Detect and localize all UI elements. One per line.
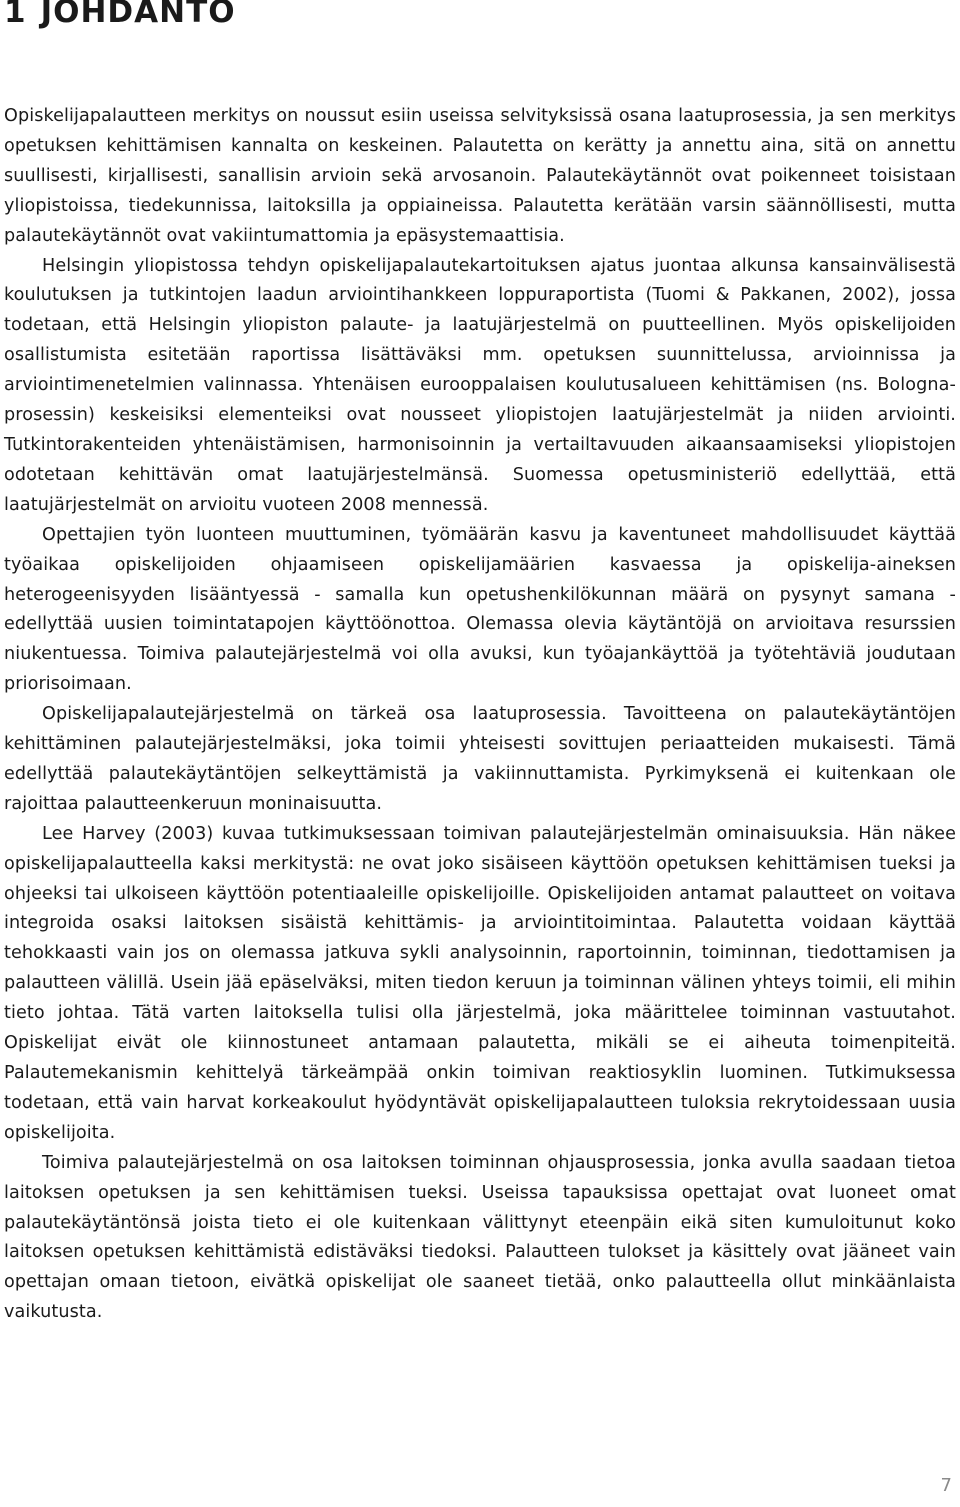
- paragraph-6: Toimiva palautejärjestelmä on osa laitoksen toiminnan ohjausprosessia, jonka avulla saadaan tietoa laitoksen opetuksen ja sen kehittämisen tueksi. Useissa tapauksissa opettajat ovat luoneet omat palautekäytäntönsä joista tieto ei ole kuitenkaan välittynyt eteenpäin eikä siten kumuloitunut koko laitoksen opetuksen kehittämistä edistäväksi tiedoksi. Palautteen tulokset ja käsittely ovat jääneet vain opettajan omaan tietoon, eivätkä opiskelijat ole saaneet tietää, onko palautteella ollut minkäänlaista vaikutusta.: [4, 1152, 956, 1323]
- document-page: [4, 0, 956, 1507]
- body-text: [4, 102, 956, 1328]
- paragraph-5: Lee Harvey (2003) kuvaa tutkimuksessaan toimivan palautejärjestelmän ominaisuuksia. Hän näkee opiskelijapalautteella kaksi merkitystä: ne ovat joko sisäiseen käyttöön opetuksen kehittämisen tueksi ja ohjeeksi tai ulkoiseen käyttöön potentiaaleille opiskelijoille. Opiskelijoiden antamat palautteet on voitava integroida osaksi laitoksen sisäistä kehittämis- ja arviointitoimintaa. Palautetta voidaan käyttää tehokkaasti vain jos on olemassa jatkuva sykli analysoinnin, raportoinnin, toiminnan, tiedottamisen ja palautteen välillä. Usein jää epäselväksi, miten tiedon keruun ja toiminnan välinen yhteys toimii, eli mihin tieto johtaa. Tätä varten laitoksella tulisi olla järjestelmä, joka määrittelee toiminnan vastuutahot. Opiskelijat eivät ole kiinnostuneet antamaan palautetta, mikäli se ei aiheuta toimenpiteitä. Palautemekanismin kehittelyä tärkeämpää onkin toimivan reaktiosyklin luominen. Tutkimuksessa todetaan, että vain harvat korkeakoulut hyödyntävät opiskelijapalautteen tuloksia rekrytoidessaan uusia opiskelijoita.: [4, 823, 956, 1143]
- page-number: 7: [940, 1475, 952, 1496]
- paragraph-1: Opiskelijapalautteen merkitys on noussut esiin useissa selvityksissä osana laatuprosessia, ja sen merkitys opetuksen kehittämisen kannalta on keskeinen. Palautetta on kerätty ja annettu aina, sitä on annettu suullisesti, kirjallisesti, sanallisin arvioin sekä arvosanoin. Palautekäytännöt ovat poikenneet toisistaan yliopistoissa, tiedekunnissa, laitoksilla ja oppiaineissa. Palautetta kerätään varsin säännöllisesti, mutta palautekäytännöt ovat vakiintumattomia ja epäsystemaattisia.: [4, 106, 956, 246]
- chapter-heading: [4, 0, 236, 30]
- paragraph-4: Opiskelijapalautejärjestelmä on tärkeä osa laatuprosessia. Tavoitteena on palautekäytäntöjen kehittäminen palautejärjestelmäksi, joka toimii yhteisesti sovittujen periaatteiden mukaisesti. Tämä edellyttää palautekäytäntöjen selkeyttämistä ja vakiinnuttamista. Pyrkimyksenä ei kuitenkaan ole rajoittaa palautteenkeruun moninaisuutta.: [4, 704, 956, 814]
- paragraph-2: Helsingin yliopistossa tehdyn opiskelijapalautekartoituksen ajatus juontaa alkunsa kansainvälisestä koulutuksen ja tutkintojen laadun arviointihankkeen loppuraportista (Tuomi & Pakkanen, 2002), jossa todetaan, että Helsingin yliopiston palaute- ja laatujärjestelmä on puutteellinen. Myös opiskelijoiden osallistumista esitetään raportissa lisättäväksi mm. opetuksen suunnittelussa, arvioinnissa ja arviointimenetelmien valinnassa. Yhtenäisen eurooppalaisen koulutusalueen kehittämisen (ns. Bologna-prosessin) keskeisiksi elementeiksi ovat nousseet yliopistojen laatujärjestelmät ja niiden arviointi. Tutkintorakenteiden yhtenäistämisen, harmonisoinnin ja vertailtavuuden aikaansaamiseksi yliopistojen odotetaan kehittävän omat laatujärjestelmänsä. Suomessa opetusministeriö edellyttää, että laatujärjestelmät on arvioitu vuoteen 2008 mennessä.: [4, 255, 956, 515]
- paragraph-3: Opettajien työn luonteen muuttuminen, työmäärän kasvu ja kaventuneet mahdollisuudet käyttää työaikaa opiskelijoiden ohjaamiseen opiskelijamäärien kasvaessa ja opiskelija-aineksen heterogeenisyyden lisääntyessä - samalla kun opetushenkilökunnan määrä on pysynyt samana - edellyttää uusien toimintatapojen käyttöönottoa. Olemassa olevia käytäntöjä on arvioitava resurssien niukentuessa. Toimiva palautejärjestelmä voi olla avuksi, kun työajankäyttöä ja työtehtäviä joudutaan priorisoimaan.: [4, 524, 956, 695]
- chapter-title: JOHDANTO: [40, 0, 236, 30]
- chapter-number: 1: [4, 0, 27, 30]
